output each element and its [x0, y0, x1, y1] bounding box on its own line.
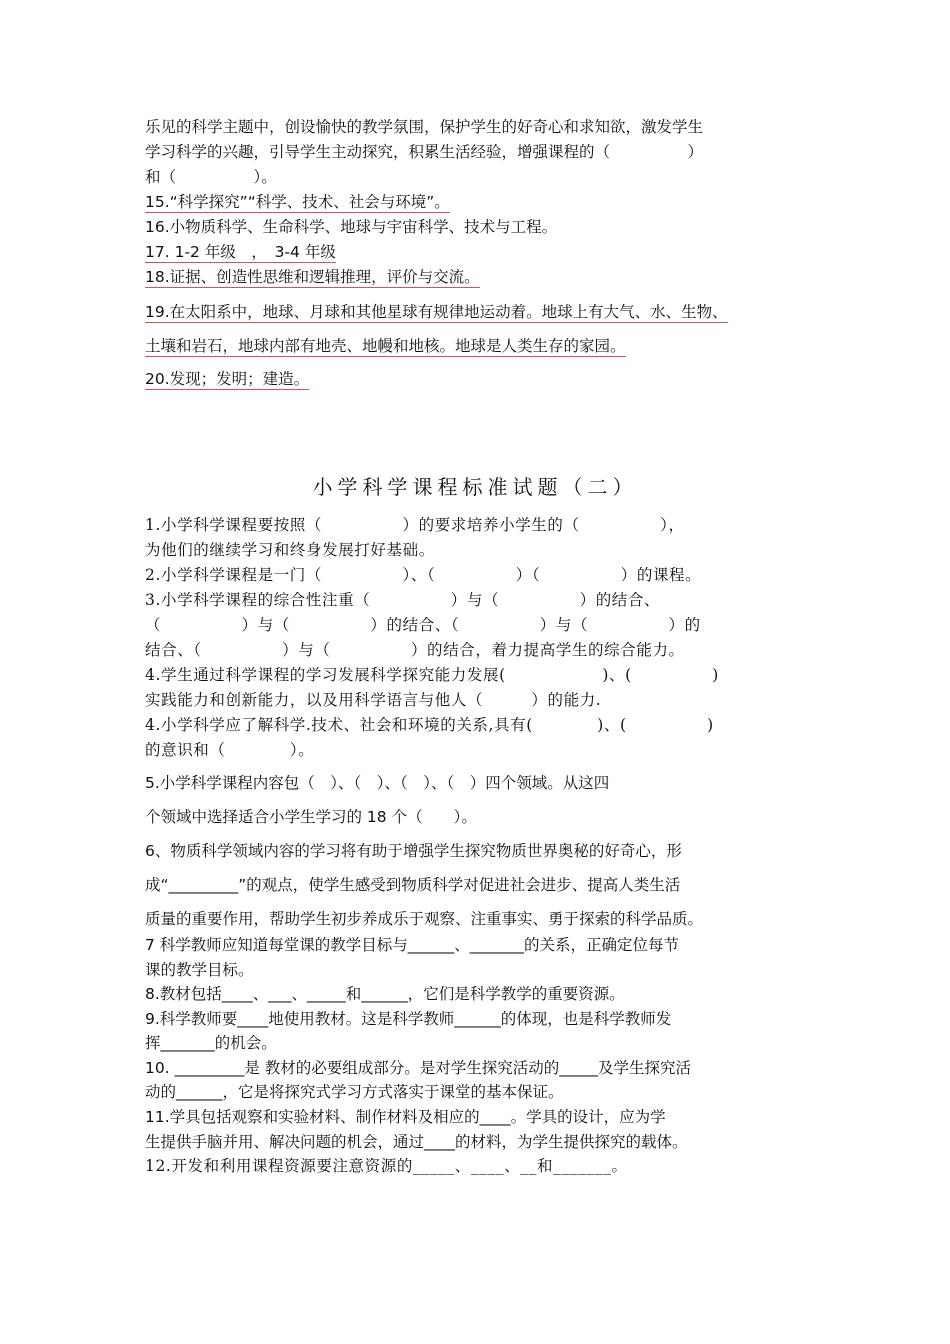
answer-18-text: 18.证据、创造性思维和逻辑推理，评价与交流。: [145, 268, 480, 286]
question-1-line-1: 1.小学科学课程要按照（ ）的要求培养小学生的（ ），: [145, 516, 685, 534]
answer-15: [145, 191, 810, 213]
question-11-line-2: 生提供手脑并用、解决问题的机会，通过____的材料，为学生提供探究的载体。: [145, 1133, 688, 1151]
question-3-line-1: 3.小学科学课程的综合性注重（ ）与（ ）的结合、: [145, 591, 661, 609]
answer-19-line-2: [145, 335, 810, 357]
question-4b-line-2: 的意识和（ ）。: [145, 741, 315, 759]
answer-15-text: 15.“科学探究”“科学、技术、社会与环境”。: [145, 193, 450, 211]
question-4a-line-1: 4.学生通过科学课程的学习发展科学探究能力发展( )、( ): [145, 666, 719, 684]
question-5-line-2: 个领域中选择适合小学生学习的 18 个（ ）。: [145, 808, 477, 826]
answer-14-line-2: 学习科学的兴趣，引导学生主动探究，积累生活经验，增强课程的（ ）: [145, 143, 704, 161]
answer-19-line-1-text: 19.在太阳系中，地球、月球和其他星球有规律地运动着。地球上有大气、水、生物、: [145, 303, 728, 321]
question-9-line-2: 挥_______的机会。: [145, 1034, 277, 1052]
answer-17: [145, 241, 810, 263]
question-4b-line-1: 4.小学科学应了解科学.技术、社会和环境的关系,具有( )、( ): [145, 716, 714, 734]
answer-18: [145, 266, 810, 288]
question-3-line-3: 结合、（ ）与（ ）的结合，着力提高学生的综合能力。: [145, 641, 685, 659]
question-7-line-2: 课的教学目标。: [145, 961, 254, 979]
question-12: 12.开发和利用课程资源要注意资源的_____、____、__和_______。: [145, 1157, 628, 1175]
section-title: 小学科学课程标准试题（二）: [312, 475, 638, 499]
question-1-line-2: 为他们的继续学习和终身发展打好基础。: [145, 541, 435, 559]
question-7-line-1: 7 科学教师应知道每堂课的教学目标与______、_______的关系，正确定位每节: [145, 936, 680, 954]
question-4a-line-2: 实践能力和创新能力，以及用科学语言与他人（ ）的能力.: [145, 691, 602, 709]
answer-19-line-1: [145, 301, 810, 323]
answer-20: [145, 368, 810, 390]
answer-17-text: 17. 1-2 年级 ， 3-4 年级: [145, 243, 336, 261]
question-6-line-2: 成“_________”的观点，使学生感受到物质科学对促进社会进步、提高人类生活: [145, 876, 681, 894]
question-8: 8.教材包括____、___、_____和______，它们是科学教学的重要资源。: [145, 985, 625, 1003]
answer-16: 16.小物质科学、生命科学、地球与宇宙科学、技术与工程。: [145, 218, 558, 236]
question-6-line-3: 质量的重要作用，帮助学生初步养成乐于观察、注重事实、勇于探索的科学品质。: [145, 910, 704, 928]
question-6-line-1: 6、物质科学领域内容的学习将有助于增强学生探究物质世界奥秘的好奇心，形: [145, 842, 682, 860]
question-10-line-1: 10. _________是 教材的必要组成部分。是对学生探究活动的_____及学生探究活: [145, 1059, 692, 1077]
answer-20-text: 20.发现；发明；建造。: [145, 370, 310, 388]
answer-14-line-3: 和（ ）。: [145, 168, 277, 186]
question-9-line-1: 9.科学教师要____地使用教材。这是科学教师______的体现，也是科学教师发: [145, 1010, 672, 1028]
question-10-line-2: 动的______，它是将探究式学习方式落实于课堂的基本保证。: [145, 1083, 564, 1101]
question-11-line-1: 11.学具包括观察和实验材料、制作材料及相应的____。学具的设计，应为学: [145, 1108, 666, 1126]
question-5-line-1: 5.小学科学课程内容包（ ）、（ ）、（ ）、（ ）四个领域。从这四: [145, 774, 610, 792]
answer-19-line-2-text: 土壤和岩石，地球内部有地壳、地幔和地核。地球是人类生存的家园。: [145, 337, 626, 355]
question-2: 2.小学科学课程是一门（ ）、（ ）（ ）的课程。: [145, 566, 702, 584]
answer-14-line-1: 乐见的科学主题中，创设愉快的教学氛围，保护学生的好奇心和求知欲，激发学生: [145, 118, 704, 136]
question-3-line-2: （ ）与（ ）的结合、（ ）与（ ）的: [145, 616, 701, 634]
